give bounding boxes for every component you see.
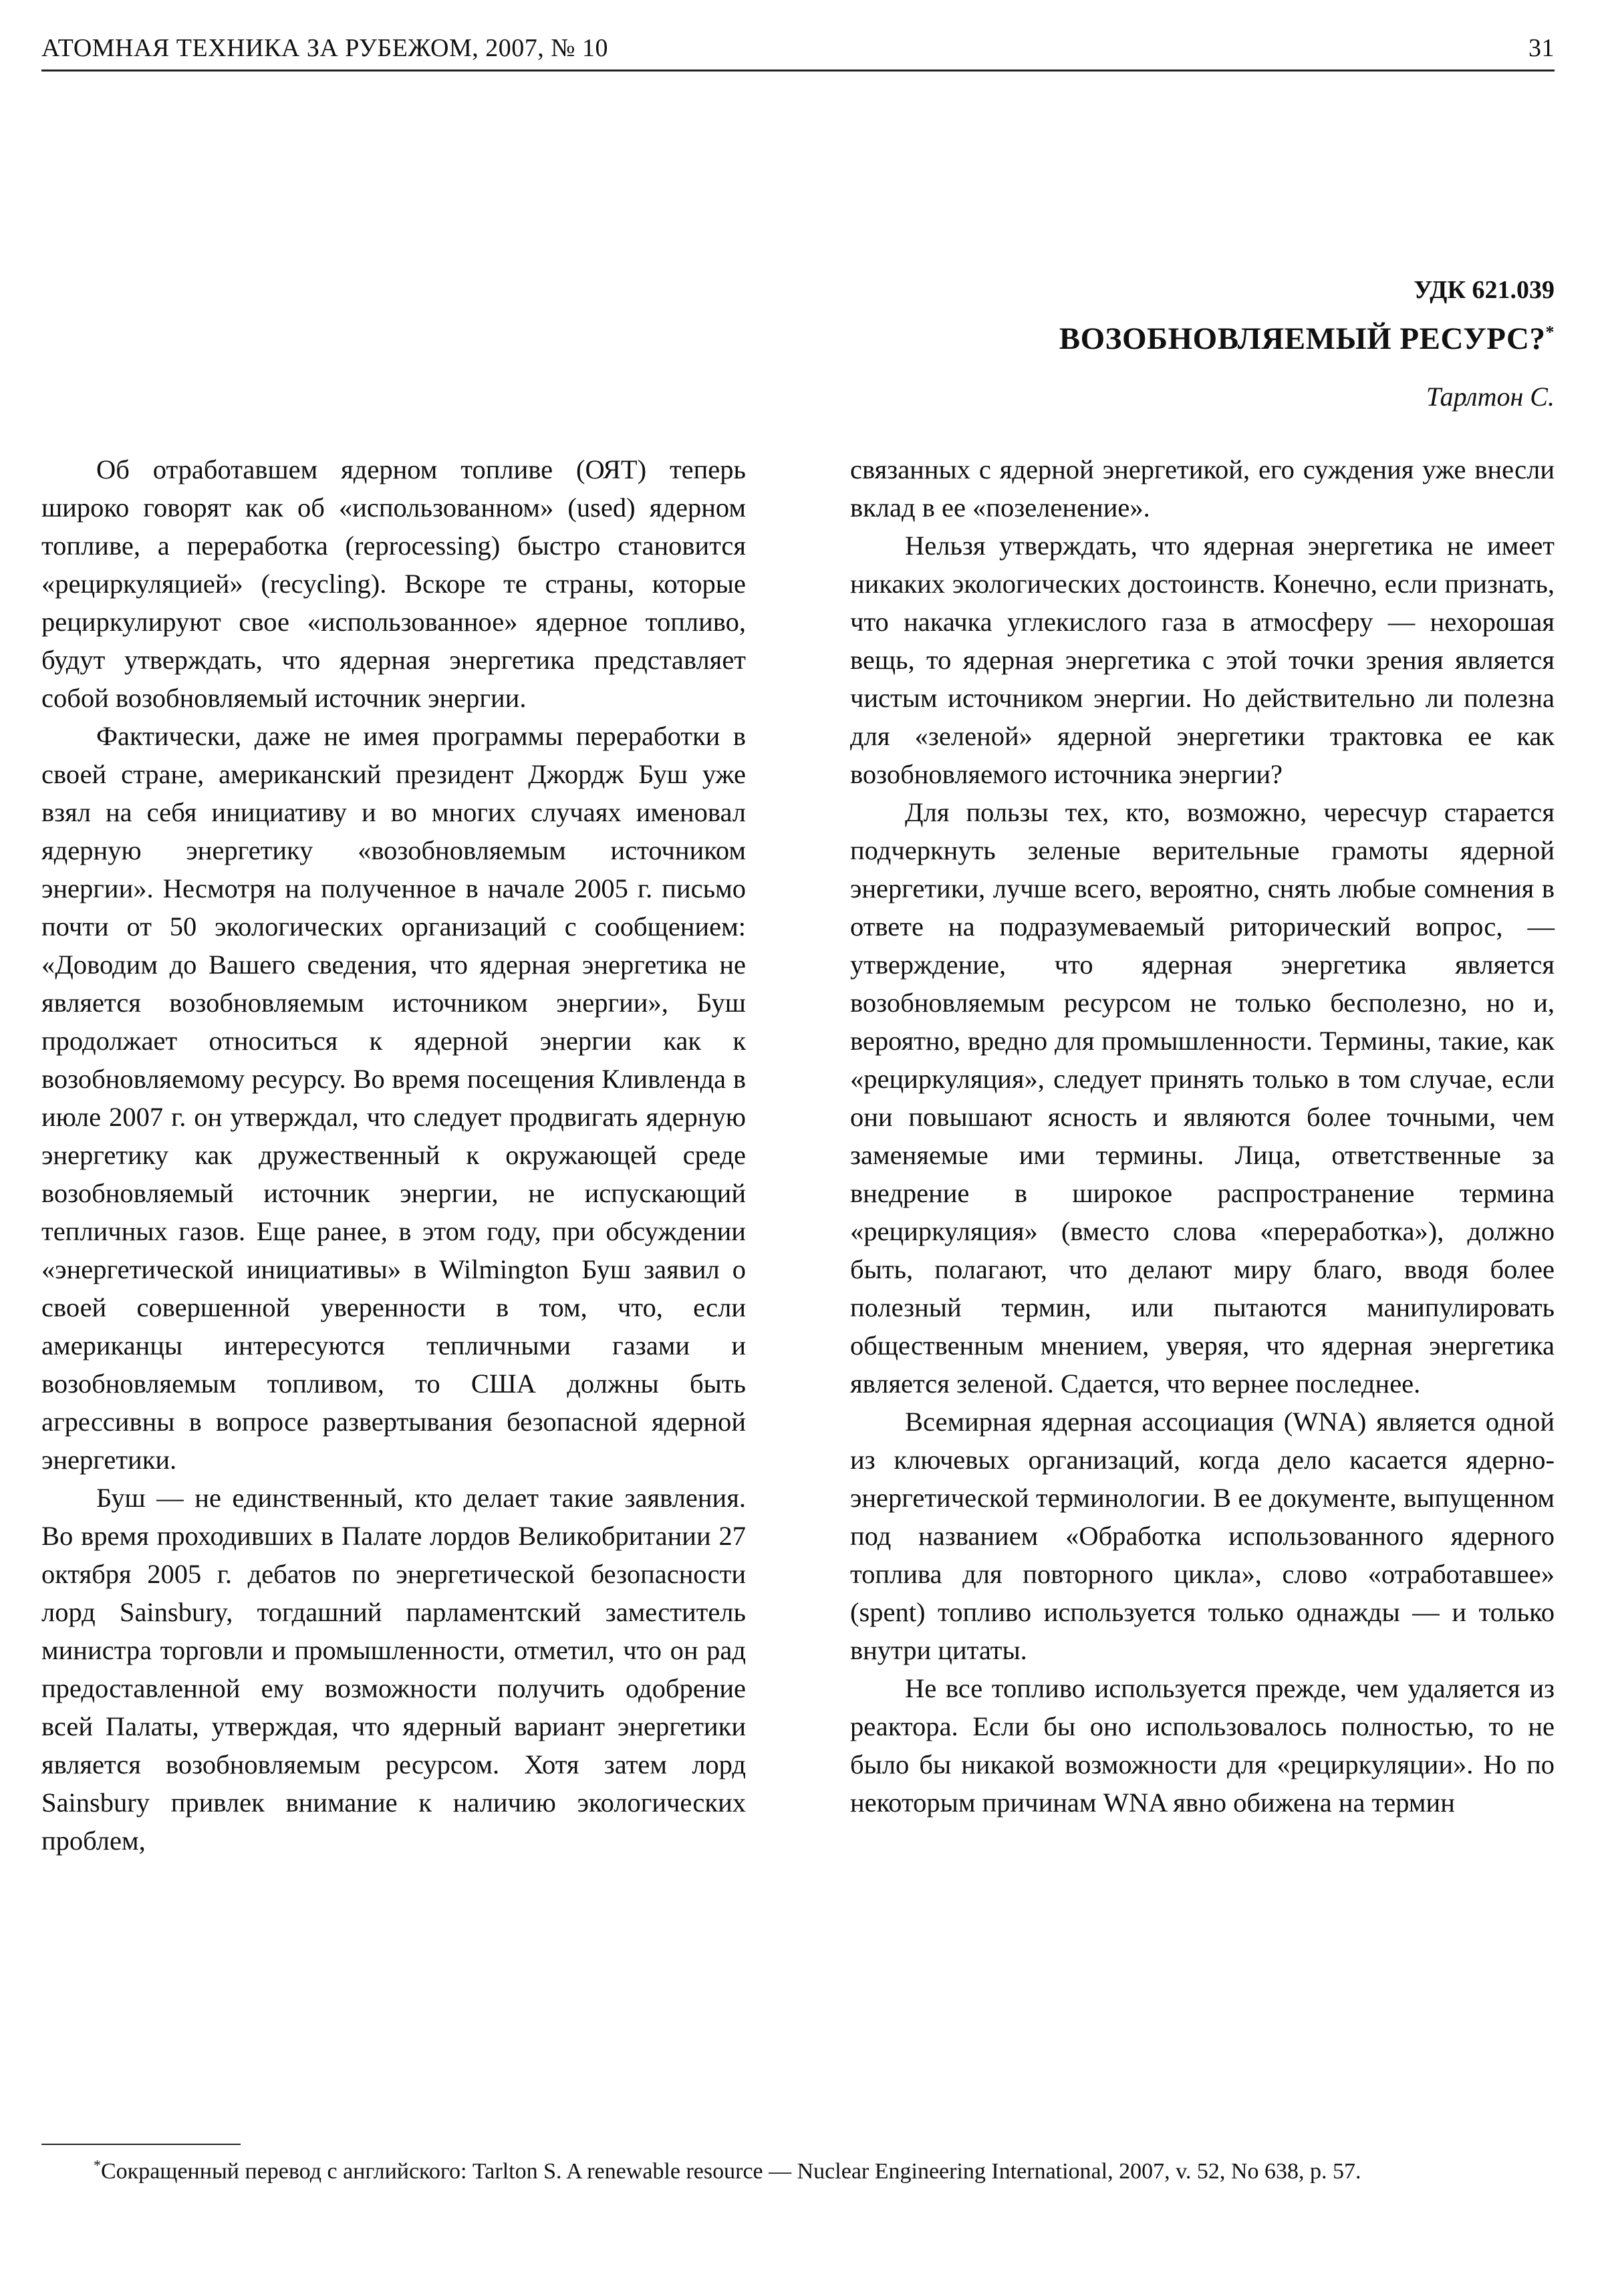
paragraph-continuation: связанных с ядерной энергетикой, его суждения уже внесли вклад в ее «позеленение». (850, 454, 1555, 523)
paragraph: Фактически, даже не имея программы переработки в своей стране, американский президент Джордж Буш уже взял на себя инициативу и во многих случаях именовал ядерную энергетику «возобновляемым источником энергии». Несмотря на полученное в начале 2005 г. письмо почти от 50 экологических организаций с сообщением: «Доводим до Вашего сведения, что ядерная энергетика не является возобновляемым источником энергии», Буш продолжает относиться к ядерной энергии как к возобновляемому ресурсу. Во время посещения Кливленда в июле 2007 г. он утверждал, что следует продвигать ядерную энергетику как дружественный к окружающей среде возобновляемый источник энергии, не испускающий тепличных газов. Еще ранее, в этом году, при обсуждении «энергетической инициативы» в Wilmington Буш заявил о своей совершенной уверенности в том, что, если американцы интересуются тепличными газами и возобновляемым топливом, то США должны быть агрессивны в вопросе развертывания безопасной ядерной энергетики. (41, 721, 746, 1475)
running-header (41, 29, 1555, 71)
footnote-divider (41, 2144, 241, 2145)
title-footnote-mark: * (1545, 322, 1555, 342)
article-heading (1059, 274, 1555, 414)
paragraph: Для пользы тех, кто, возможно, чересчур старается подчеркнуть зеленые верительные грамоты ядерной энергетики, лучше всего, вероятно, снять любые сомнения в ответе на подразумеваемый риторический вопрос, — утверждение, что ядерная энергетика является возобновляемым ресурсом не только бесполезно, но и, вероятно, вредно для промышленности. Термины, такие, как «рециркуляция», следует принять только в том случае, если они повышают ясность и являются более точными, чем заменяемые ими термины. Лица, ответственные за внедрение в широкое распространение термина «рециркуляция» (вместо слова «переработка»), должно быть, полагают, что делают миру благо, вводя более полезный термин, или пытаются манипулировать общественным мнением, уверяя, что ядерная энергетика является зеленой. Сдается, что вернее последнее. (850, 797, 1555, 1399)
left-text-column (41, 450, 746, 1860)
paragraph: Нельзя утверждать, что ядерная энергетика не имеет никаких экологических достоинств. Конечно, если признать, что накачка углекислого газа в атмосферу — нехорошая вещь, то ядерная энергетика с этой точки зрения является чистым источником энергии. Но действительно ли полезна для «зеленой» ядерной энергетики трактовка ее как возобновляемого источника энергии? (850, 531, 1555, 789)
paragraph: Не все топливо используется прежде, чем удаляется из реактора. Если бы оно использовалось полностью, то не было бы никакой возможности для «рециркуляции». Но по некоторым причинам WNA явно обижена на термин (850, 1673, 1555, 1818)
right-text-column (850, 450, 1555, 1822)
footnote-mark: * (94, 2156, 101, 2174)
footnote-text: Сокращенный перевод с английского: Tarlton S. A renewable resource — Nuclear Engineering International, 2007, v. 52, No 638, p. 57. (101, 2159, 1361, 2184)
paragraph: Всемирная ядерная ассоциация (WNA) является одной из ключевых организаций, когда дело касается ядерно-энергетической терминологии. В ее документе, выпущенном под названием «Обработка использованного ядерного топлива для повторного цикла», слово «отработавшее» (spent) топливо используется только однажды — и только внутри цитаты. (850, 1407, 1555, 1665)
paragraph: Об отработавшем ядерном топливе (ОЯТ) теперь широко говорят как об «использованном» (used) ядерном топливе, а переработка (reprocessing) быстро становится «рециркуляцией» (recycling). Вскоре те страны, которые рециркулируют свое «использованное» ядерное топливо, будут утверждать, что ядерная энергетика представляет собой возобновляемый источник энергии. (41, 454, 746, 713)
article-title (1059, 318, 1555, 360)
footnote (41, 2156, 1555, 2187)
page-number: 31 (1528, 34, 1555, 62)
udk-code: УДК 621.039 (1414, 276, 1555, 304)
paragraph: Буш — не единственный, кто делает такие заявления. Во время проходивших в Палате лордов Великобритании 27 октября 2005 г. дебатов по энергетической безопасности лорд Sainsbury, тогдашний парламентский заместитель министра торговли и промышленности, отметил, что он рад предоставленной ему возможности получить одобрение всей Палаты, утверждая, что ядерный вариант энергетики является возобновляемым ресурсом. Хотя затем лорд Sainsbury привлек внимание к наличию экологических проблем, (41, 1483, 746, 1856)
article-title-text: ВОЗОБНОВЛЯЕМЫЙ РЕСУРС? (1059, 321, 1546, 356)
journal-issue-title: АТОМНАЯ ТЕХНИКА ЗА РУБЕЖОМ, 2007, № 10 (41, 34, 609, 62)
article-author: Тарлтон С. (1426, 382, 1555, 412)
